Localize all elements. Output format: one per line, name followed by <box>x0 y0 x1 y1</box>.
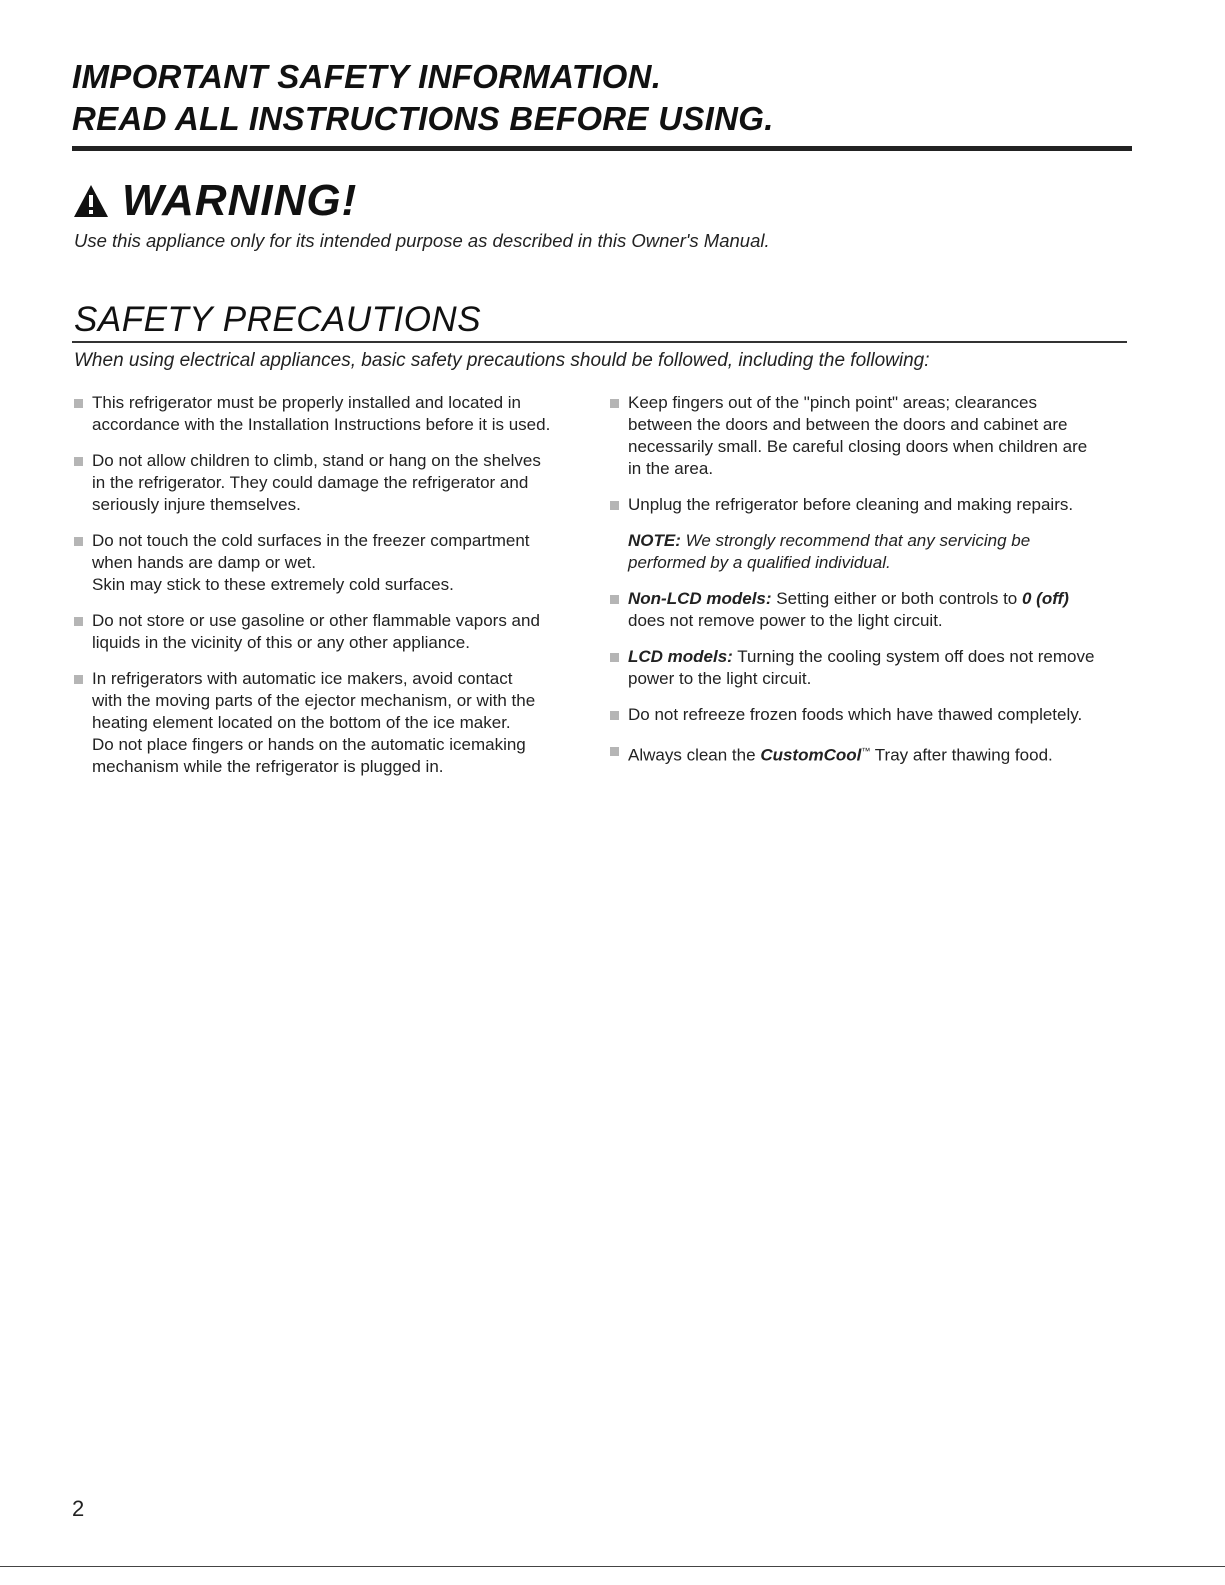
bullet-icon <box>610 653 619 662</box>
left-column <box>74 392 589 792</box>
bottom-rule <box>0 1566 1225 1567</box>
list-item: Keep fingers out of the "pinch point" areas; clearances between the doors and between the doors and cabinet are necessarily small. Be careful closing doors when children are in the area. <box>610 392 1125 480</box>
lcd-label: LCD models: <box>628 647 733 666</box>
warning-title: WARNING! <box>122 176 358 225</box>
bullet-icon <box>610 711 619 720</box>
customcool-brand: CustomCool <box>760 745 862 765</box>
list-item: Do not refreeze frozen foods which have thawed completely. <box>610 704 1125 726</box>
warning-triangle-icon <box>72 183 110 219</box>
list-item: LCD models: Turning the cooling system off does not remove power to the light circuit. <box>610 646 1125 690</box>
bullet-icon <box>610 595 619 604</box>
header-line-1: IMPORTANT SAFETY INFORMATION. <box>72 58 662 95</box>
non-lcd-label: Non-LCD models: <box>628 589 772 608</box>
list-item: This refrigerator must be properly installed and located in accordance with the Installation Instructions before it is used. <box>74 392 589 436</box>
bullet-icon <box>74 457 83 466</box>
list-item: Do not touch the cold surfaces in the freezer compartment when hands are damp or wet. Skin may stick to these extremely cold surfaces. <box>74 530 589 596</box>
page-header <box>72 56 1130 140</box>
note-label: NOTE: <box>628 531 681 550</box>
bullet-icon <box>74 675 83 684</box>
list-item: Do not store or use gasoline or other flammable vapors and liquids in the vicinity of this or any other appliance. <box>74 610 589 654</box>
section-title: SAFETY PRECAUTIONS <box>74 300 482 339</box>
trademark-mark: ™ <box>861 746 871 756</box>
bullet-icon <box>74 537 83 546</box>
bullet-icon <box>610 501 619 510</box>
bullet-icon <box>74 617 83 626</box>
list-item: In refrigerators with automatic ice makers, avoid contact with the moving parts of the ejector mechanism, or with the heating element located on the bottom of the ice maker. Do not place fingers or hands on the automatic icemaking mechanism while the refrigerator is plugged in. <box>74 668 589 778</box>
list-item: Always clean the CustomCool™ Tray after thawing food. <box>610 740 1125 767</box>
off-value: 0 (off) <box>1022 589 1069 608</box>
list-item: Do not allow children to climb, stand or hang on the shelves in the refrigerator. They could damage the refrigerator and seriously injure themselves. <box>74 450 589 516</box>
bullet-icon <box>610 747 619 756</box>
list-item: Unplug the refrigerator before cleaning and making repairs. <box>610 494 1125 516</box>
list-item: Non-LCD models: Setting either or both controls to 0 (off) does not remove power to the light circuit. <box>610 588 1125 632</box>
page-number: 2 <box>72 1496 85 1521</box>
bullet-icon <box>610 399 619 408</box>
header-rule <box>72 146 1132 151</box>
right-column <box>610 392 1125 781</box>
warning-heading <box>72 176 357 226</box>
header-line-2: READ ALL INSTRUCTIONS BEFORE USING. <box>72 100 774 137</box>
bullet-icon <box>74 399 83 408</box>
section-intro: When using electrical appliances, basic safety precautions should be followed, including the following: <box>74 350 930 371</box>
warning-subtitle: Use this appliance only for its intended purpose as described in this Owner's Manual. <box>74 230 770 251</box>
note-block: NOTE: We strongly recommend that any servicing be performed by a qualified individual. <box>628 531 1031 572</box>
section-rule <box>72 341 1127 343</box>
